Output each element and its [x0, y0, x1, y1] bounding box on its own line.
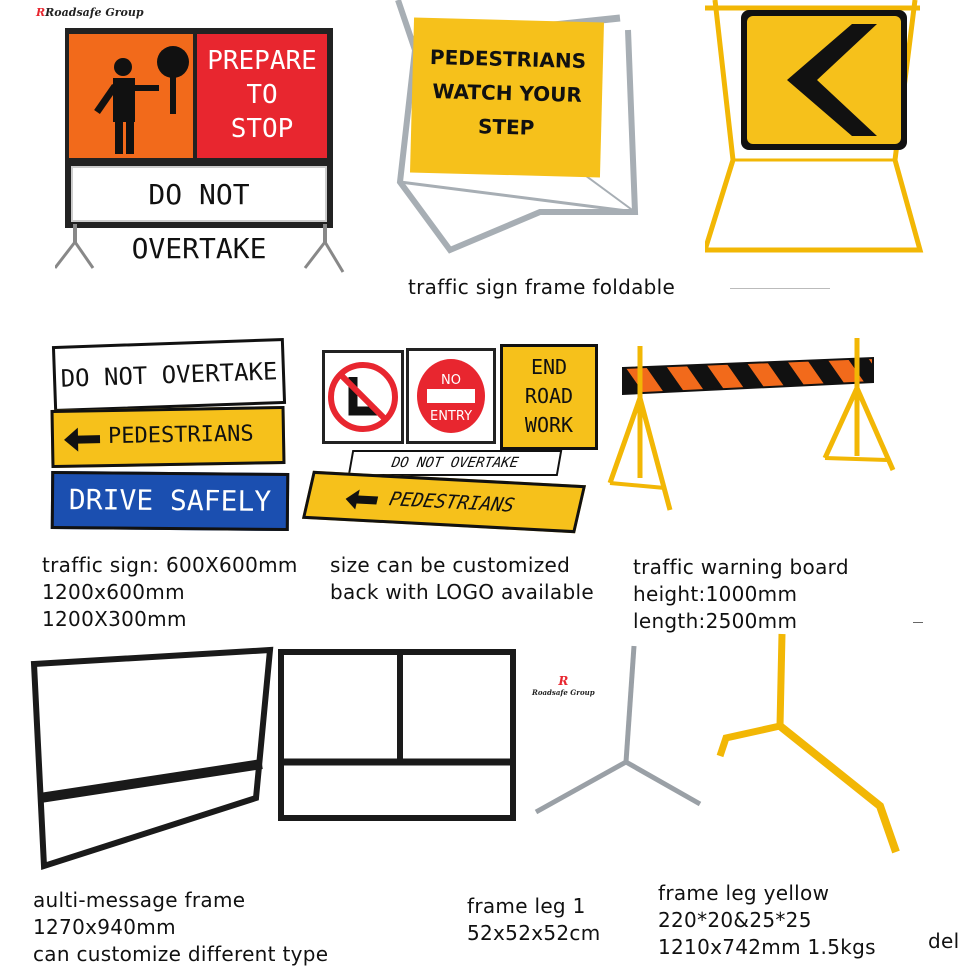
- traffic-controller-panel: [69, 34, 193, 158]
- traffic-controller-icon: [69, 34, 193, 158]
- caption-traffic-sign-line2: 1200x600mm: [42, 580, 185, 604]
- caption-frame-leg-yellow: [658, 880, 876, 961]
- caption-customized: [330, 552, 594, 606]
- no-entry-sign: [406, 348, 496, 444]
- pedestrians-watch-sign: [410, 18, 604, 178]
- caption-multi-frame-line2: 1270x940mm: [33, 915, 176, 939]
- watch-your-line: WATCH YOUR: [432, 79, 583, 107]
- multi-message-frame-angled: [30, 646, 275, 871]
- brand-logo-small-text: Roadsafe Group: [532, 688, 595, 697]
- do-not-overtake-small-text: DO NOT OVERTAKE: [390, 455, 520, 471]
- do-not-overtake-small-sign: [348, 450, 563, 476]
- caption-frame-leg-1-line1: frame leg 1: [467, 894, 586, 918]
- pedestrians-small-sign: [302, 471, 586, 533]
- brand-logo-text: Roadsafe Group: [45, 6, 144, 19]
- chevron-sign: [741, 10, 907, 150]
- arrow-left-icon: [64, 426, 104, 453]
- pedestrians-watch-swing-stand: [380, 0, 650, 262]
- caption-foldable: traffic sign frame foldable: [408, 275, 676, 299]
- warning-board-drawing: [605, 338, 900, 513]
- caption-warning-board-line1: traffic warning board: [633, 555, 849, 579]
- end-text: END: [530, 355, 568, 379]
- step-line: STEP: [477, 114, 535, 140]
- do-not-overtake-panel: [71, 166, 327, 265]
- caption-multi-frame-line3: can customize different type: [33, 942, 329, 966]
- caption-warning-board-line2: height:1000mm: [633, 582, 798, 606]
- frame-leg-gray: [530, 640, 710, 820]
- road-text: ROAD: [524, 384, 574, 408]
- caption-traffic-sign-line3: 1200X300mm: [42, 607, 187, 631]
- do-not-overtake-text: DO NOT OVERTAKE: [131, 178, 267, 265]
- no-left-turn-icon: [325, 353, 401, 441]
- caption-multi-frame-line1: aulti-message frame: [33, 888, 246, 912]
- traffic-warning-board: [605, 338, 900, 513]
- caption-traffic-sign-line1: traffic sign: 600X600mm: [42, 553, 298, 577]
- pedestrians-sign-text: PEDESTRIANS: [107, 421, 254, 450]
- no-left-turn-sign: [322, 350, 404, 444]
- entry-text: ENTRY: [429, 409, 473, 424]
- prepare-to-stop-sign-assembly: [55, 28, 345, 278]
- no-text: NO: [441, 373, 461, 388]
- work-text: WORK: [524, 413, 574, 437]
- caption-frame-leg-1: [467, 893, 601, 947]
- caption-customized-line2: back with LOGO available: [330, 580, 594, 604]
- dash-mark: [913, 622, 923, 623]
- prepare-to-stop-panel: [197, 34, 327, 158]
- pedestrians-sign: [51, 406, 286, 468]
- pedestrians-small-text: PEDESTRIANS: [387, 488, 517, 517]
- caption-cut-right: del: [928, 929, 960, 953]
- caption-warning-board: [633, 554, 849, 635]
- caption-multi-frame: [33, 887, 328, 968]
- brand-logo-small-mark: R: [558, 674, 569, 688]
- caption-customized-line1: size can be customized: [330, 553, 571, 577]
- caption-warning-board-line3: length:2500mm: [633, 609, 798, 633]
- do-not-overtake-sign: [52, 338, 286, 412]
- caption-frame-leg-1-line2: 52x52x52cm: [467, 921, 601, 945]
- prepare-text: PREPARE: [207, 46, 317, 76]
- caption-traffic-sign: [42, 552, 298, 633]
- to-text: TO: [246, 80, 278, 110]
- brand-logo: [36, 6, 144, 19]
- drive-safely-sign: [51, 471, 289, 531]
- end-road-work-sign: [500, 344, 598, 450]
- chevron-left-icon: [747, 16, 901, 144]
- chevron-swing-stand: [705, 0, 935, 262]
- arrow-left-icon: [343, 488, 384, 512]
- divider-line: [730, 288, 830, 289]
- pedestrians-line: PEDESTRIANS: [429, 44, 587, 74]
- sign-stand-legs: [55, 224, 345, 280]
- caption-frame-leg-yellow-line2: 220*20&25*25: [658, 908, 812, 932]
- caption-frame-leg-yellow-line1: frame leg yellow: [658, 881, 830, 905]
- multi-message-frame-front: [278, 648, 518, 824]
- caption-frame-leg-yellow-line3: 1210x742mm 1.5kgs: [658, 935, 876, 959]
- frame-leg-yellow: [710, 630, 910, 860]
- do-not-overtake-sign-text: DO NOT OVERTAKE: [60, 357, 278, 393]
- brand-logo-mark: R: [36, 6, 46, 19]
- stop-text: STOP: [230, 114, 294, 144]
- drive-safely-text: DRIVE SAFELY: [68, 483, 272, 518]
